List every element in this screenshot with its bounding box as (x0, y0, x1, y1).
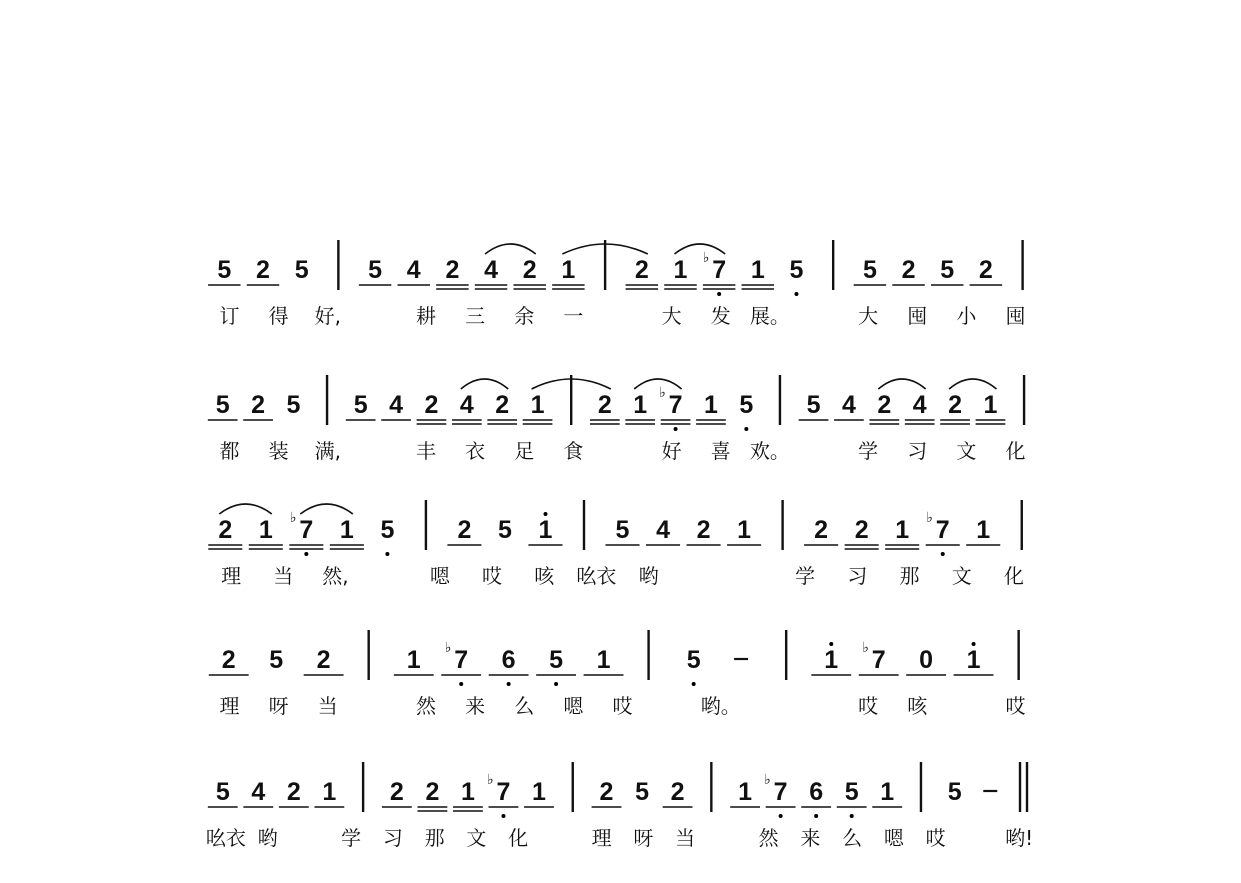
lyric-syllable: 然 (758, 826, 779, 850)
note: 2 (316, 646, 331, 674)
slur (878, 379, 925, 389)
note: 1 (633, 391, 648, 419)
lyric-syllable: 来 (800, 826, 821, 850)
slur (461, 379, 508, 389)
lyric-syllable: 化 (1005, 439, 1026, 463)
note: 1 (976, 516, 991, 544)
lyric-syllable: 然, (322, 564, 349, 588)
note: 1 (880, 778, 895, 806)
system-1 (208, 240, 1025, 328)
octave-dot-below (507, 682, 511, 686)
note: 7 (299, 516, 314, 544)
flat-sign: ♭ (764, 772, 771, 788)
note: 1 (406, 646, 421, 674)
lyric-syllable: 哎 (482, 564, 503, 588)
octave-dot-below (744, 427, 748, 431)
octave-dot-above (543, 512, 547, 516)
note: 5 (844, 778, 859, 806)
lyric-syllable: 哟! (1005, 826, 1034, 850)
system-5 (206, 762, 1033, 850)
note: 1 (737, 516, 752, 544)
octave-dot-above (829, 642, 833, 646)
octave-dot-below (794, 292, 798, 296)
note: 2 (696, 516, 711, 544)
note: 1 (532, 778, 546, 806)
note: 4 (459, 391, 474, 419)
lyric-syllable: 当 (317, 694, 338, 718)
lyric-syllable: 学 (341, 826, 362, 850)
octave-dot-below (941, 552, 945, 556)
lyric-syllable: 欢。 (749, 439, 790, 463)
note: 4 (389, 391, 404, 419)
note: 2 (256, 256, 270, 284)
lyric-syllable: 装 (268, 439, 289, 463)
note: 4 (406, 256, 421, 284)
note: 0 (919, 646, 934, 674)
note: 5 (615, 516, 630, 544)
note: 1 (258, 516, 273, 544)
note: 2 (814, 516, 829, 544)
lyric-syllable: 来 (465, 694, 486, 718)
flat-sign: ♭ (444, 640, 452, 656)
octave-dot-below (674, 427, 678, 431)
lyric-syllable: 满, (314, 439, 341, 463)
flat-sign: ♭ (862, 640, 869, 656)
note: 7 (712, 256, 727, 284)
note: 1 (738, 778, 753, 806)
lyric-syllable: 哟 (638, 564, 659, 588)
note: 2 (978, 256, 993, 284)
octave-dot-below (717, 292, 721, 296)
lyric-syllable: 化 (1003, 564, 1024, 588)
note: 2 (522, 256, 537, 284)
note: 1 (895, 516, 910, 544)
octave-dot-below (779, 814, 783, 818)
note: 4 (484, 256, 499, 284)
lyric-syllable: 食 (563, 439, 584, 463)
note: 1 (561, 256, 576, 284)
lyric-syllable: 丰 (416, 439, 437, 463)
note: 5 (940, 256, 955, 284)
lyric-syllable: 哎 (925, 826, 946, 850)
slur (219, 504, 272, 514)
note: 7 (871, 646, 886, 674)
note: 1 (983, 391, 998, 419)
lyric-syllable: 囤 (1005, 304, 1026, 328)
note: 4 (656, 516, 670, 544)
note: 1 (538, 516, 553, 544)
note: 5 (286, 391, 301, 419)
lyric-syllable: 足 (514, 439, 535, 463)
note: 2 (901, 256, 916, 284)
note: 2 (599, 778, 614, 806)
lyric-syllable: 文 (466, 826, 487, 850)
note: 4 (251, 778, 266, 806)
octave-dot-below (501, 814, 505, 818)
lyric-syllable: 那 (899, 564, 920, 588)
system-3 (208, 500, 1024, 588)
lyric-syllable: 么 (514, 694, 535, 718)
note: 2 (877, 391, 892, 419)
note: 1 (460, 778, 475, 806)
lyric-syllable: 哎 (858, 694, 879, 718)
flat-sign: ♭ (487, 772, 494, 788)
lyric-syllable: 然 (416, 694, 437, 718)
lyric-syllable: 哟。 (700, 694, 741, 718)
note: 7 (773, 778, 788, 806)
note: 2 (597, 391, 612, 419)
lyric-syllable: 得 (268, 304, 289, 328)
note: 2 (457, 516, 472, 544)
flat-sign: ♭ (702, 250, 710, 266)
octave-dot-below (554, 682, 558, 686)
lyric-syllable: 文 (956, 439, 977, 463)
system-2 (208, 375, 1026, 463)
lyric-syllable: 呀 (633, 826, 654, 850)
lyric-syllable: 么 (842, 826, 863, 850)
lyric-syllable: 理 (219, 694, 240, 718)
note: 2 (634, 256, 649, 284)
note: 7 (668, 391, 683, 419)
octave-dot-below (304, 552, 308, 556)
lyric-syllable: 三 (465, 304, 486, 328)
lyric-syllable: 订 (219, 304, 240, 328)
lyric-syllable: 文 (951, 564, 972, 588)
note: 5 (217, 256, 232, 284)
flat-sign: ♭ (290, 510, 297, 526)
lyric-syllable: 当 (675, 826, 696, 850)
lyric-syllable: 嗯 (429, 564, 450, 588)
note: 5 (215, 778, 230, 806)
lyric-syllable: 习 (847, 564, 868, 588)
lyric-syllable: 吆衣 (576, 564, 617, 588)
lyric-syllable: 嗯 (883, 826, 904, 850)
lyric-syllable: 咳 (534, 564, 555, 588)
note: 4 (841, 391, 856, 419)
note: 1 (596, 646, 611, 674)
note: 5 (368, 256, 383, 284)
note: 2 (218, 516, 233, 544)
note: 6 (809, 778, 824, 806)
note: 5 (947, 778, 962, 806)
note: 2 (424, 391, 439, 419)
octave-dot-below (459, 682, 463, 686)
note: 6 (501, 646, 516, 674)
lyric-syllable: 好, (314, 304, 341, 328)
note: 7 (454, 646, 469, 674)
note: 1 (673, 256, 688, 284)
lyric-syllable: 大 (661, 304, 682, 328)
octave-dot-below (814, 814, 818, 818)
octave-dot-above (972, 642, 976, 646)
lyric-syllable: 好 (661, 439, 682, 463)
flat-sign: ♭ (926, 510, 934, 526)
lyric-syllable: 一 (563, 304, 584, 328)
note: 1 (966, 646, 981, 674)
note: 7 (935, 516, 950, 544)
slur (674, 244, 725, 254)
lyric-syllable: 学 (858, 439, 879, 463)
lyric-syllable: 理 (221, 564, 242, 588)
note: 5 (549, 646, 564, 674)
lyric-syllable: 大 (858, 304, 879, 328)
note: 2 (389, 778, 404, 806)
octave-dot-below (692, 682, 696, 686)
lyric-syllable: 咳 (907, 694, 928, 718)
lyric-syllable: 化 (508, 826, 529, 850)
note: 1 (322, 778, 337, 806)
note: 5 (294, 256, 309, 284)
note: 5 (806, 391, 821, 419)
note: 2 (221, 646, 236, 674)
note: 2 (495, 391, 510, 419)
system-4 (209, 630, 1026, 718)
lyric-syllable: 哎 (1005, 694, 1026, 718)
lyric-syllable: 学 (795, 564, 816, 588)
note: 2 (286, 778, 301, 806)
note: 5 (353, 391, 368, 419)
note: 1 (339, 516, 354, 544)
octave-dot-below (385, 552, 389, 556)
lyric-syllable: 喜 (710, 439, 731, 463)
note: 5 (739, 391, 754, 419)
lyric-syllable: 都 (219, 439, 240, 463)
lyric-syllable: 余 (514, 304, 535, 328)
lyric-syllable: 哎 (612, 694, 633, 718)
lyric-syllable: 衣 (465, 439, 486, 463)
slur (949, 379, 996, 389)
note: 5 (686, 646, 701, 674)
note: 5 (215, 391, 230, 419)
lyric-syllable: 发 (710, 304, 731, 328)
lyric-syllable: 习 (907, 439, 928, 463)
note: 4 (912, 391, 927, 419)
note: 2 (445, 256, 460, 284)
note: 5 (380, 516, 395, 544)
note: 2 (251, 391, 266, 419)
note: 1 (824, 646, 839, 674)
note: 2 (854, 516, 869, 544)
slur (485, 244, 536, 254)
note: 2 (670, 778, 685, 806)
lyric-syllable: 小 (956, 304, 977, 328)
note: 1 (750, 256, 765, 284)
lyric-syllable: 理 (591, 826, 612, 850)
note: 7 (496, 778, 511, 806)
lyric-syllable: 耕 (416, 304, 437, 328)
lyric-syllable: 呀 (268, 694, 289, 718)
slur (634, 379, 681, 389)
note: 5 (497, 516, 512, 544)
flat-sign: ♭ (659, 385, 666, 401)
lyric-syllable: 哟 (257, 826, 278, 850)
note: 1 (704, 391, 718, 419)
lyric-syllable: 嗯 (563, 694, 584, 718)
lyric-syllable: 吆衣 (205, 826, 246, 850)
note: 2 (425, 778, 440, 806)
slur (300, 504, 353, 514)
lyric-syllable: 当 (273, 564, 294, 588)
octave-dot-below (850, 814, 854, 818)
note: 5 (635, 778, 649, 806)
lyric-syllable: 那 (424, 826, 445, 850)
lyric-syllable: 展。 (749, 304, 790, 328)
note: 5 (789, 256, 804, 284)
lyric-syllable: 囤 (907, 304, 928, 328)
lyric-syllable: 习 (382, 826, 403, 850)
note: 5 (269, 646, 284, 674)
note: 2 (948, 391, 963, 419)
note: 1 (530, 391, 545, 419)
note: 5 (862, 256, 877, 284)
